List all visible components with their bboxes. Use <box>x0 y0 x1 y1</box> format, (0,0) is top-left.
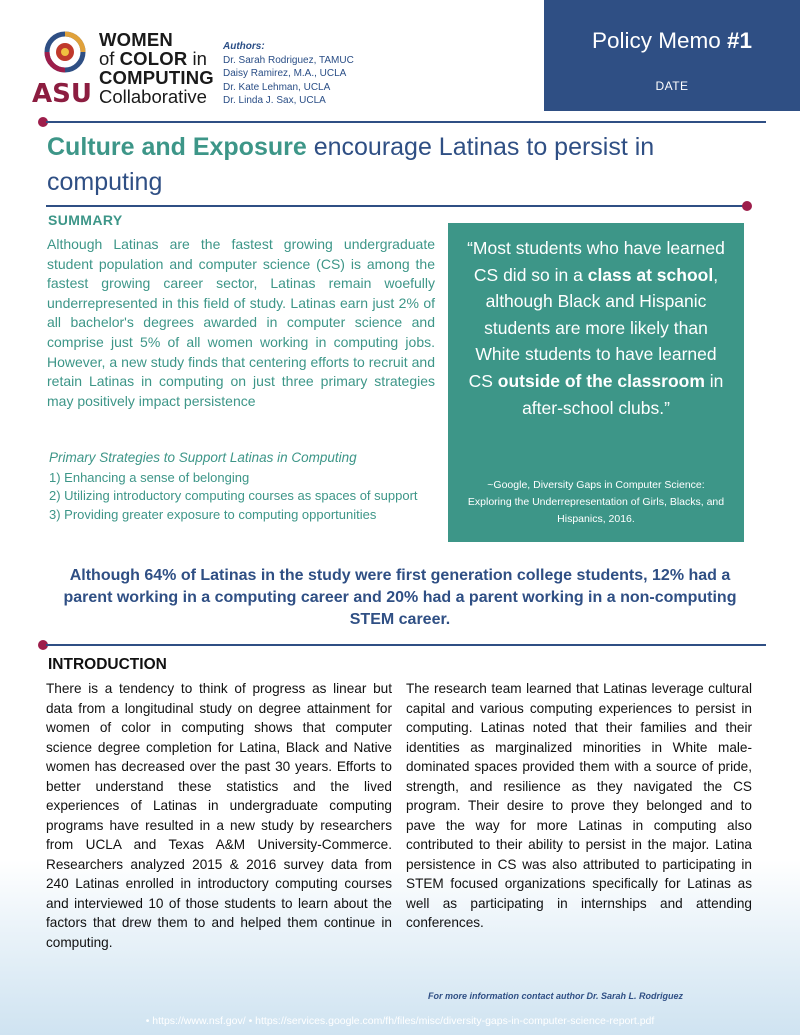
quote-box <box>448 223 744 542</box>
author-item: Dr. Sarah Rodriguez, TAMUC <box>223 54 354 66</box>
introduction-heading: INTRODUCTION <box>48 656 167 673</box>
asu-logo <box>30 30 100 108</box>
organization-name <box>99 30 219 106</box>
memo-date: DATE <box>655 79 689 93</box>
org-line-3: COMPUTING <box>99 67 214 88</box>
intro-column-left: There is a tendency to think of progress as linear but data from a longitudinal study on degree attainment for women of color in computing shows that computer science degree completion for Latina, Black and Native women has decreased over the past 30 years. Efforts to better understand these statistics and the lived experiences of Latinas in undergraduate computing programs have resulted in a new study by researchers from UCLA and Texas A&M University-Commerce. Researchers analyzed 2015 & 2016 survey data from 240 Latinas enrolled in introductory computing courses and interviewed 10 of those students to learn about the factors that drew them to and helped them continue in computing. <box>46 681 392 950</box>
strategy-item: 3) Providing greater exposure to computing opportunities <box>49 506 377 522</box>
headline: Culture and Exposure encourage Latinas to persist in computing <box>47 133 655 196</box>
key-finding-callout: Although 64% of Latinas in the study were first generation college students, 12% had a parent working in a computing career and 20% had a parent working in a non-computing STEM career. <box>63 567 737 628</box>
memo-title: Policy Memo #1 <box>591 28 753 53</box>
contact-note: For more information contact author Dr. Sarah L. Rodriguez <box>428 991 684 1001</box>
strategy-item: 1) Enhancing a sense of belonging <box>49 470 250 485</box>
authors-block <box>223 40 423 108</box>
summary-text: Although Latinas are the fastest growing undergraduate student population and computer science (CS) is among the fastest growing career sector, Latinas remain woefully underrepresented in this field of study. Latinas earn just 2% of all bachelor's degrees awarded in computer science and comprise just 5% of all women working in computing jobs. However, a new study finds that centering efforts to recruit and retain Latinas in computing on just three primary strategies may positively impact persistence <box>47 236 435 409</box>
rule-dot-right <box>742 201 752 211</box>
quote-source: ~Google, Diversity Gaps in Computer Science: Exploring the Underrepresentation of Girls, Blacks, and Hispanics, 2016. <box>467 479 725 525</box>
policy-memo-banner <box>544 0 800 111</box>
authors-heading: Authors: <box>223 41 265 52</box>
top-divider <box>46 121 766 123</box>
author-item: Daisy Ramirez, M.A., UCLA <box>223 68 347 80</box>
author-item: Dr. Linda J. Sax, UCLA <box>223 95 326 107</box>
org-line-2: of COLOR in <box>99 48 207 69</box>
strategies-list <box>49 469 439 524</box>
svg-text:ASU: ASU <box>32 79 92 108</box>
org-line-4: Collaborative <box>99 86 207 107</box>
intro-column-right: The research team learned that Latinas leverage cultural capital and various computing experiences to persist in computing. Latinas noted that their families and their identities as marginalized minorities in White male-dominated spaces provided them with a source of pride, strength, and resilience as they navigated the CS program. Their desire to prove they belonged and to pave the way for more Latinas in computing also contributed to their ability to persist in the major. Latina persistence in CS was also attributed to participating in STEM focused organizations specifically for Latinas as well as participating in internships and attending conferences. <box>406 681 752 930</box>
quote-text: “Most students who have learned CS did so in a class at school, although Black and Hispanic students are more likely than White students to have learned CS outside of the classroom in after-school clubs.” <box>467 238 725 418</box>
strategies-heading: Primary Strategies to Support Latinas in Computing <box>49 450 357 465</box>
headline-divider <box>46 205 746 207</box>
org-line-1: WOMEN <box>99 29 173 50</box>
strategy-item: 2) Utilizing introductory computing courses as spaces of support <box>49 488 418 504</box>
author-item: Dr. Kate Lehman, UCLA <box>223 81 331 93</box>
footer-links[interactable]: • https://www.nsf.gov/ • https://services.google.com/fh/files/misc/diversity-gaps-in-computer-science-report.pdf <box>145 1015 655 1027</box>
summary-heading: SUMMARY <box>48 212 123 228</box>
intro-divider <box>46 644 766 646</box>
